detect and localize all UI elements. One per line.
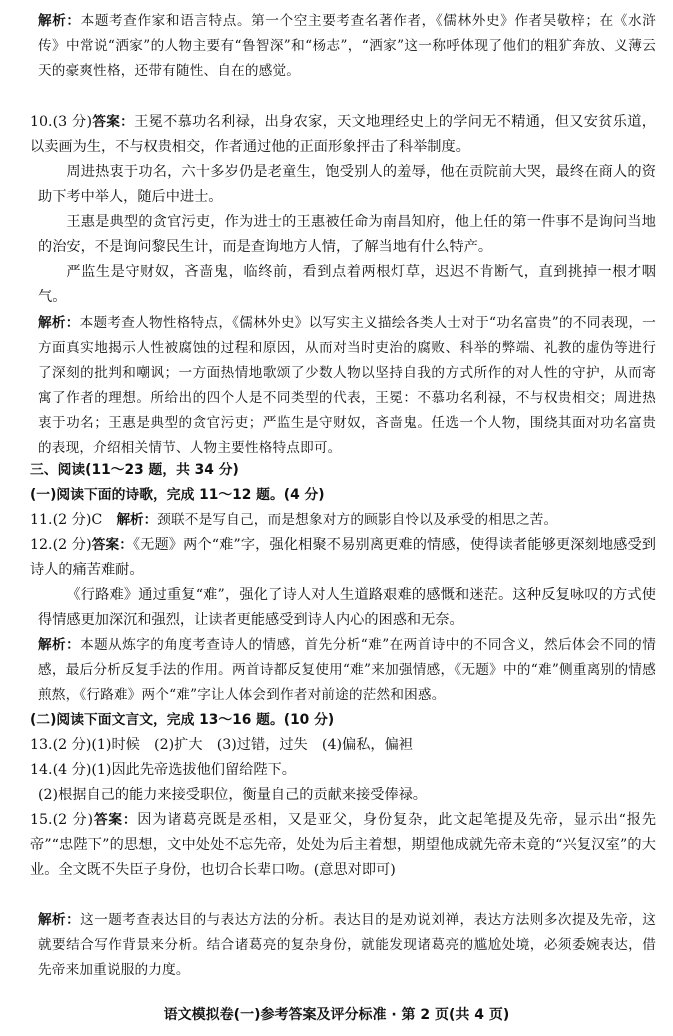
answer-label: 答案：: [91, 537, 133, 553]
answer-text: (1)因此先帝选拔他们留给陛下。: [91, 762, 296, 778]
q14-answer: [30, 758, 656, 783]
analysis-text: 这一题考查表达目的与表达方法的分析。表达目的是劝说刘禅，表达方法则多次提及先帝，这就要结合写作背景来分析。结合诸葛亮的复杂身份，就能发现诸葛亮的尴尬处境，必须委婉表达，借先帝来加重说服的力度。: [38, 912, 656, 978]
question-score: (2 分): [52, 512, 92, 528]
answer-label: 答案：: [93, 812, 138, 828]
analysis-label: 解析：: [116, 512, 158, 528]
q13-answer: [30, 733, 656, 758]
subsection-title-classical: (二)阅读下面文言文，完成 13～16 题。(10 分): [30, 712, 335, 728]
analysis-text: 本题考查作家和语言特点。第一个空主要考查名著作者，《儒林外史》作者吴敬梓；在《水浒传》中常说“洒家”的人物主要有“鲁智深”和“杨志”，“洒家”这一称呼体现了他们的粗犷奔放、义薄云天的豪爽性格，还带有随性、自在的感觉。: [38, 13, 656, 79]
analysis-text: 颈联不是写自己，而是想象对方的顾影自怜以及承受的相思之苦。: [157, 512, 558, 528]
q12-analysis: [38, 633, 656, 708]
page-footer: 语文模拟卷(一)参考答案及评分标准 · 第 2 页(共 4 页): [163, 1007, 510, 1023]
question-score: (3 分): [52, 114, 93, 130]
answer-text: (1)时候 (2)扩大 (3)过错，过失 (4)偏私，偏袒: [91, 737, 413, 753]
question-number: 11.: [30, 512, 53, 528]
analysis-label: 解析：: [38, 912, 81, 928]
answer-text: 《无题》两个“难”字，强化相聚不易别离更难的情感，使得读者能够更深刻地感受到诗人的痛苦难耐。: [30, 537, 656, 578]
question-score: (4 分): [52, 762, 92, 778]
q15-analysis: [38, 908, 656, 983]
q15-answer: [30, 808, 656, 883]
q11-answer: [30, 508, 656, 533]
q9-analysis: [38, 9, 656, 84]
question-number: 12.: [30, 537, 53, 553]
question-number: 10.: [30, 114, 53, 130]
q10-paragraph-2: 周进热衷于功名，六十多岁仍是老童生，饱受别人的羞辱，他在贡院前大哭，最终在商人的资助下考中举人，随后中进士。: [38, 164, 656, 205]
q10-analysis: [38, 311, 656, 461]
analysis-text: 本题从炼字的角度考查诗人的情感，首先分析“难”在两首诗中的不同含义，然后体会不同的情感，最后分析反复手法的作用。两首诗都反复使用“难”来加强情感，《无题》中的“难”侧重离别的情感煎熬，《行路难》两个“难”字让人体会到作者对前途的茫然和困惑。: [38, 637, 656, 703]
analysis-label: 解析：: [38, 315, 80, 331]
question-number: 13.: [30, 737, 53, 753]
question-number: 14.: [30, 762, 53, 778]
analysis-label: 解析：: [38, 13, 81, 29]
answer-text: C: [91, 512, 103, 528]
answer-text: 王冕不慕功名利禄，出身农家，天文地理经史上的学问无不精通，但又安贫乐道，以卖画为生，不与权贵相交，作者通过他的正面形象抨击了科举制度。: [30, 114, 656, 155]
answer-label: 答案：: [92, 114, 135, 130]
q14-paragraph-2: (2)根据自己的能力来接受职位，衡量自己的贡献来接受俸禄。: [38, 787, 427, 803]
subsection-title-poetry: (一)阅读下面的诗歌，完成 11～12 题。(4 分): [30, 487, 325, 503]
answer-text: 因为诸葛亮既是丞相，又是亚父，身份复杂，此文起笔提及先帝，显示出“报先帝”“忠陛下”的思想，文中处处不忘先帝，处处为后主着想，期望他成就先帝未竟的“兴复汉室”的大业。全文既不失臣子身份，也切合长辈口吻。(意思对即可): [30, 812, 657, 878]
q10-paragraph-4: 严监生是守财奴，吝啬鬼，临终前，看到点着两根灯草，迟迟不肯断气，直到挑掉一根才咽气。: [38, 264, 656, 305]
question-score: (2 分): [52, 812, 94, 828]
question-score: (2 分): [52, 737, 92, 753]
q12-answer: [30, 533, 656, 583]
analysis-text: 本题考查人物性格特点，《儒林外史》以写实主义描绘各类人士对于“功名富贵”的不同表现，一方面真实地揭示人性被腐蚀的过程和原因，从而对当时吏治的腐败、科举的弊端、礼教的虚伪等进行了深刻的批判和嘲讽；一方面热情地歌颂了少数人物以坚持自我的方式所作的对人性的守护，从而寄寓了作者的理想。所给出的四个人是不同类型的代表，王冕：不慕功名利禄，不与权贵相交；周进热衷于功名；王惠是典型的贪官污吏；严监生是守财奴，吝啬鬼。任选一个人物，围绕其面对功名富贵的表现，介绍相关情节、人物主要性格特点即可。: [38, 315, 656, 456]
q12-paragraph-2: 《行路难》通过重复“难”，强化了诗人对人生道路艰难的感慨和迷茫。这种反复咏叹的方式使得情感更加深沉和强烈，让读者更能感受到诗人内心的困惑和无奈。: [38, 587, 656, 628]
question-score: (2 分): [52, 537, 92, 553]
q10-paragraph-3: 王惠是典型的贪官污吏，作为进士的王惠被任命为南昌知府，他上任的第一件事不是询问当地的治安，不是询问黎民生计，而是查询地方人情，了解当地有什么特产。: [38, 214, 656, 255]
question-number: 15.: [30, 812, 53, 828]
section-title: 三、阅读(11～23 题，共 34 分): [30, 462, 239, 478]
analysis-label: 解析：: [38, 637, 81, 653]
q10-answer: [30, 110, 656, 160]
